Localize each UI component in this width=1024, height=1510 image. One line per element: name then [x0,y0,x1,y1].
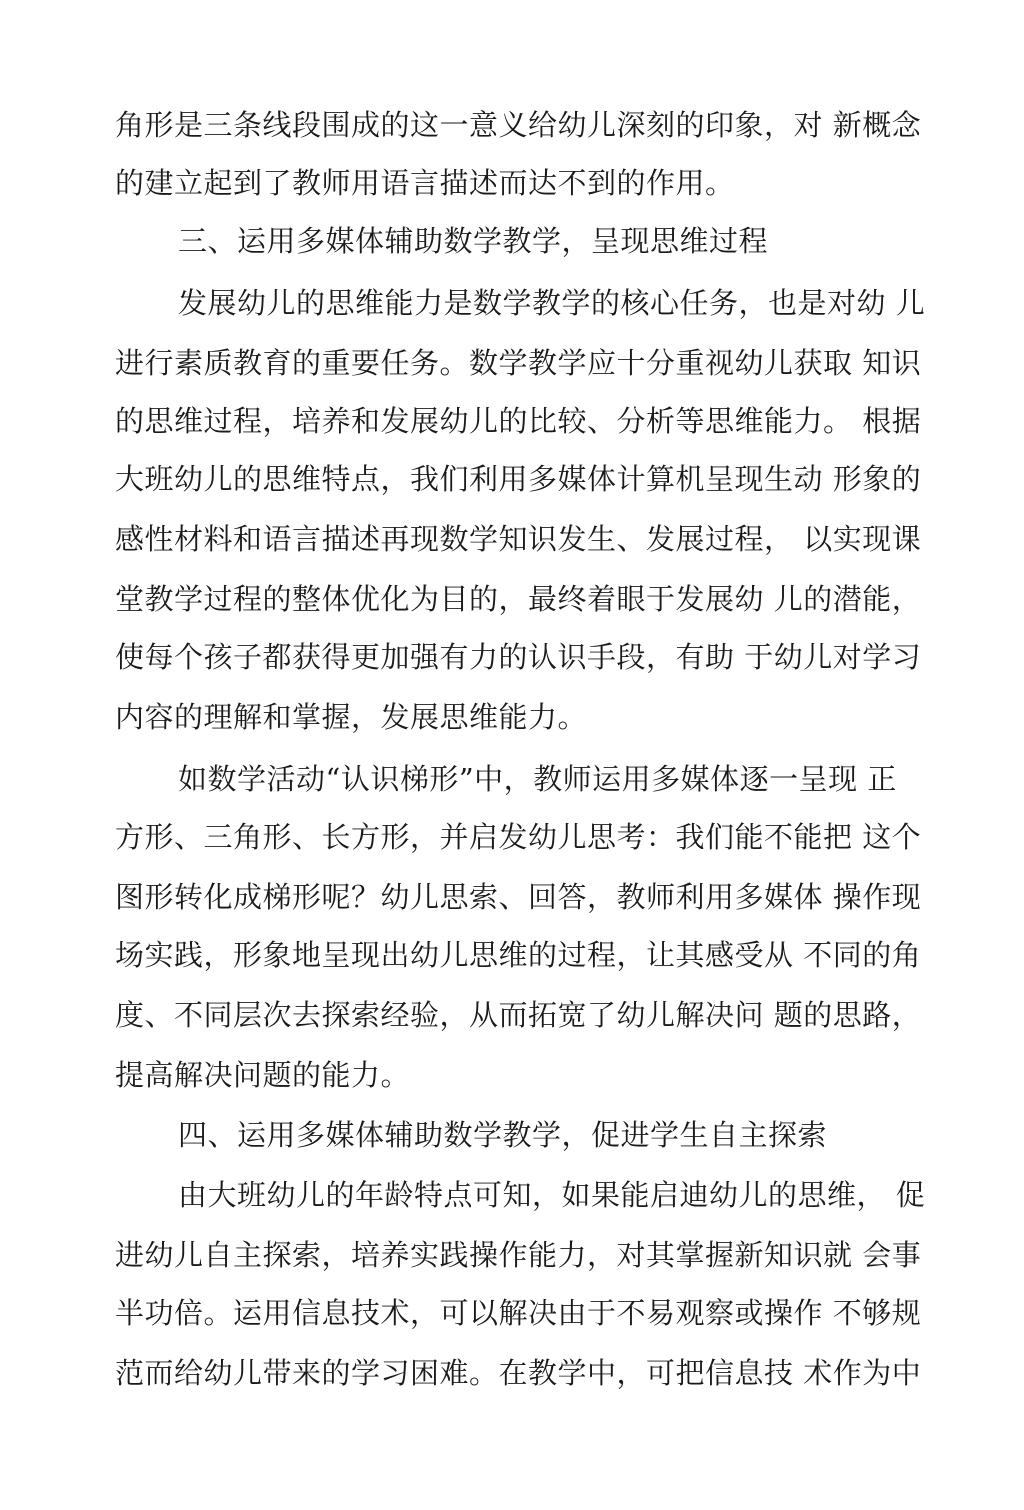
text-line: 堂教学过程的整体优化为目的，最终着眼于发展幼 儿的潜能， [115,582,922,616]
text-line: 内容的理解和掌握，发展思维能力。 [115,700,588,734]
section-heading: 四、运用多媒体辅助数学教学，促进学生自主探索 [178,1118,828,1152]
text-line: 图形转化成梯形呢？幼儿思索、回答，教师利用多媒体 操作现 [115,880,922,914]
text-line: 的建立起到了教师用语言描述而达不到的作用。 [115,166,735,200]
text-line: 角形是三条线段围成的这一意义给幼儿深刻的印象，对 新概念 [115,108,922,142]
text-line: 感性材料和语言描述再现数学知识发生、发展过程， 以实现课 [115,522,922,556]
text-line: 大班幼儿的思维特点，我们利用多媒体计算机呈现生动 形象的 [115,462,922,496]
section-heading: 三、运用多媒体辅助数学教学，呈现思维过程 [178,224,769,258]
text-line: 度、不同层次去探索经验，从而拓宽了幼儿解决问 题的思路， [115,998,922,1032]
text-line: 如数学活动“认识梯形”中，教师运用多媒体逐一呈现 正 [178,762,897,796]
text-line: 提高解决问题的能力。 [115,1058,411,1092]
text-line: 半功倍。运用信息技术，可以解决由于不易观察或操作 不够规 [115,1296,922,1330]
text-line: 发展幼儿的思维能力是数学教学的核心任务，也是对幼 儿 [178,286,926,320]
text-line: 进行素质教育的重要任务。数学教学应十分重视幼儿获取 知识 [115,346,922,380]
text-line: 范而给幼儿带来的学习困难。在教学中，可把信息技 术作为中 [115,1356,922,1390]
text-line: 使每个孩子都获得更加强有力的认识手段，有助 于幼儿对学习 [115,640,922,674]
text-line: 的思维过程，培养和发展幼儿的比较、分析等思维能力。 根据 [115,404,922,438]
text-line: 进幼儿自主探索，培养实践操作能力，对其掌握新知识就 会事 [115,1238,922,1272]
text-line: 方形、三角形、长方形，并启发幼儿思考：我们能不能把 这个 [115,820,922,854]
text-line: 由大班幼儿的年龄特点可知，如果能启迪幼儿的思维， 促 [178,1178,926,1212]
text-line: 场实践，形象地呈现出幼儿思维的过程，让其感受从 不同的角 [115,938,922,972]
